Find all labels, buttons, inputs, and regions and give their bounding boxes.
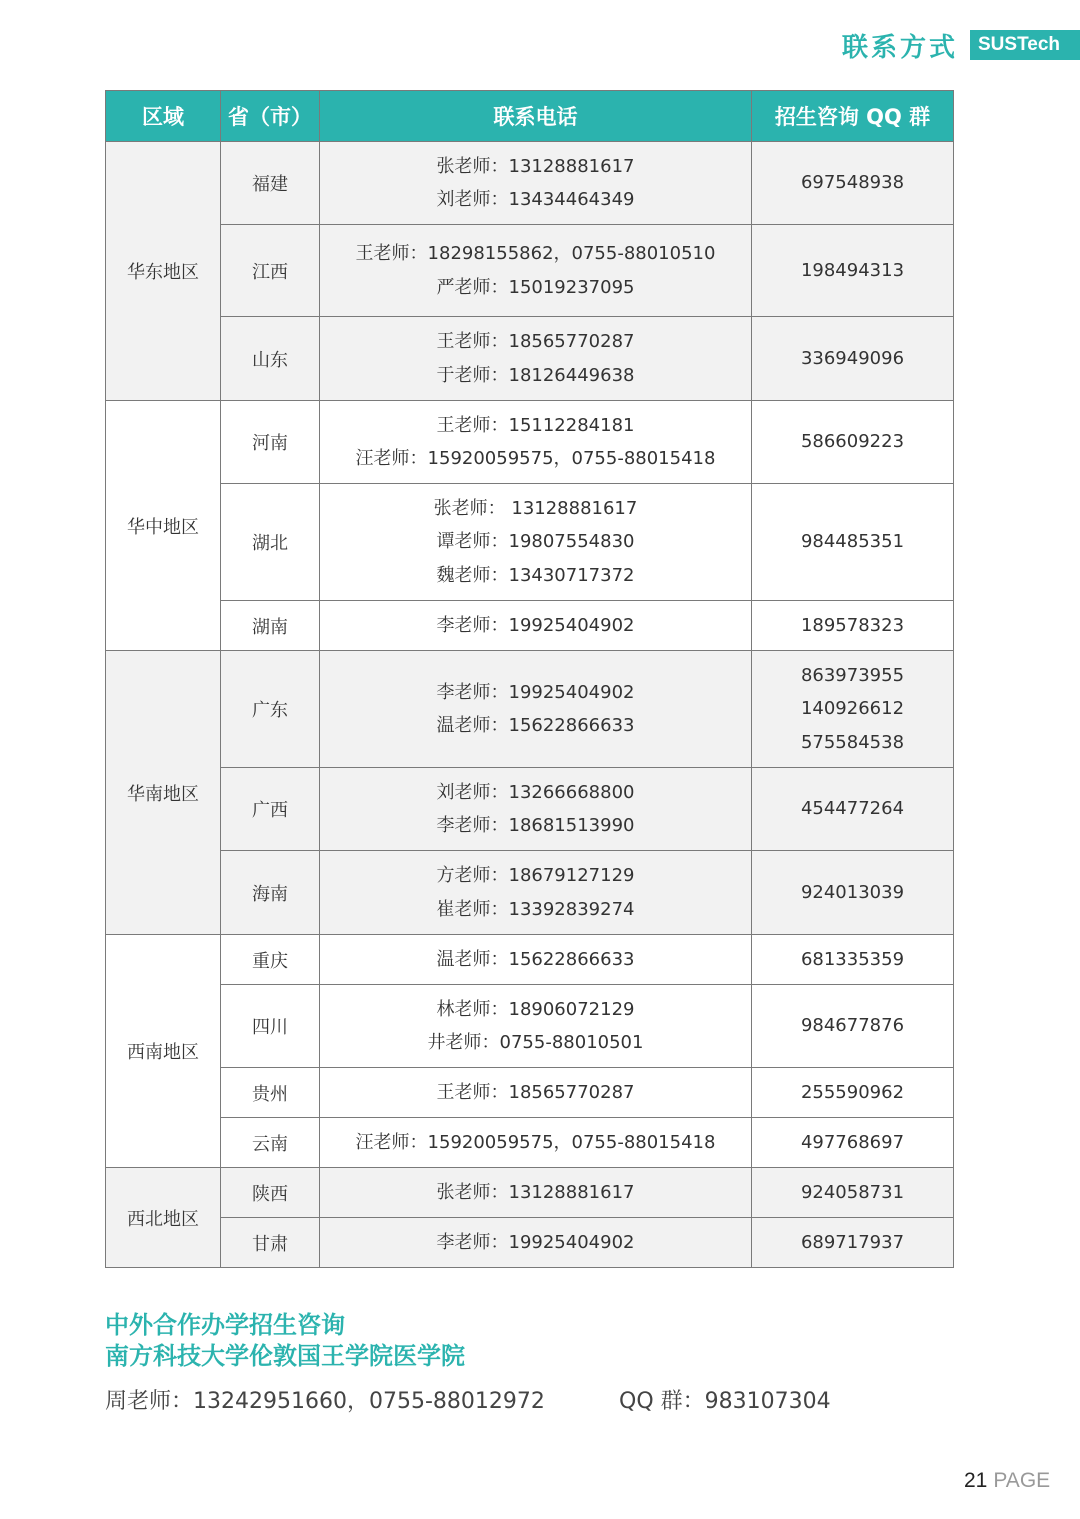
qq-cell [752,935,954,985]
qq-cell [752,985,954,1068]
table-row [106,317,954,401]
phone-line: 刘老师：13434464349 [436,189,635,210]
column-header-qq: 招生咨询 QQ 群 [752,91,954,142]
phone-cell [320,601,752,651]
table-row [106,985,954,1068]
phone-cell [320,1168,752,1218]
phone-cell [320,985,752,1068]
phone-line: 崔老师：13392839274 [436,898,635,920]
qq-cell [752,1168,954,1218]
qq-group-number: 575584538 [800,731,905,753]
page-number-value: 21 [964,1469,988,1492]
region-cell: 华南地区 [106,651,221,935]
province-cell: 海南 [221,851,320,935]
phone-line: 王老师：15112284181 [436,414,635,436]
contact-table [105,90,954,1268]
province-cell: 四川 [221,985,320,1068]
qq-group-number: 863973955 [800,664,905,686]
phone-line: 于老师：18126449638 [436,364,635,386]
qq-group-number: 586609223 [800,431,905,453]
province-cell: 山东 [221,317,320,401]
footer-title-line2: 南方科技大学伦敦国王学院医学院 [105,1342,465,1370]
footer-contact-phone: 周老师：13242951660，0755-88012972 [105,1389,545,1414]
phone-line: 李老师：19925404902 [436,1231,635,1253]
phone-line: 温老师：15622866633 [436,715,635,736]
phone-line: 汪老师：15920059575，0755-88015418 [355,1131,716,1153]
table-row [106,401,954,484]
qq-group-number: 140926612 [800,698,905,720]
section-title: 联系方式 [841,32,958,63]
table-row [106,225,954,317]
table-row [106,142,954,225]
phone-cell [320,1068,752,1118]
province-cell: 贵州 [221,1068,320,1118]
column-header-region: 区域 [106,91,221,142]
qq-cell [752,851,954,935]
table-row [106,1218,954,1268]
qq-group-number: 689717937 [800,1231,905,1253]
qq-group-number: 697548938 [800,172,905,194]
qq-cell [752,317,954,401]
table-row [106,601,954,651]
region-cell: 华中地区 [106,401,221,651]
qq-cell [752,142,954,225]
region-cell: 西南地区 [106,935,221,1168]
qq-cell [752,225,954,317]
table-row [106,1068,954,1118]
footer-qq-group: QQ 群：983107304 [619,1389,831,1414]
phone-cell [320,1218,752,1268]
phone-line: 严老师：15019237095 [436,276,635,298]
phone-line: 温老师：15622866633 [436,948,635,970]
province-cell: 重庆 [221,935,320,985]
page-header [841,30,1080,63]
qq-cell [752,601,954,651]
table-row [106,768,954,851]
table-body [106,142,954,1268]
qq-group-number: 255590962 [800,1081,905,1103]
table-row [106,851,954,935]
phone-cell [320,317,752,401]
qq-cell [752,1068,954,1118]
footer-heading [105,1310,465,1372]
qq-group-number: 924058731 [800,1181,905,1203]
province-cell: 甘肃 [221,1218,320,1268]
page-number [964,1469,1050,1493]
qq-cell [752,768,954,851]
qq-group-number: 984485351 [800,531,905,553]
province-cell: 河南 [221,401,320,484]
province-cell: 广东 [221,651,320,768]
province-cell: 湖北 [221,484,320,601]
phone-cell [320,651,752,768]
phone-line: 汪老师：15920059575，0755-88015418 [355,448,716,469]
table-row [106,484,954,601]
qq-cell [752,484,954,601]
qq-group-number: 189578323 [800,614,905,636]
province-cell: 湖南 [221,601,320,651]
phone-line: 谭老师：19807554830 [436,531,635,553]
qq-cell [752,1218,954,1268]
phone-cell [320,401,752,484]
qq-group-number: 924013039 [800,881,905,903]
table-row [106,1168,954,1218]
province-cell: 云南 [221,1118,320,1168]
region-cell: 西北地区 [106,1168,221,1268]
phone-line: 张老师：13128881617 [436,1181,635,1203]
phone-line: 方老师：18679127129 [436,865,635,886]
phone-line: 刘老师：13266668800 [436,781,635,803]
qq-cell [752,401,954,484]
phone-cell [320,1118,752,1168]
qq-group-number: 198494313 [800,259,905,281]
phone-line: 井老师：0755-88010501 [427,1032,644,1053]
table-row [106,935,954,985]
brand-badge: SUSTech [970,30,1080,60]
column-header-province: 省（市） [221,91,320,142]
table-row [106,1118,954,1168]
qq-group-number: 454477264 [800,798,905,820]
province-cell: 福建 [221,142,320,225]
table-header-row [106,91,954,142]
qq-group-number: 336949096 [800,347,905,369]
phone-line: 李老师：19925404902 [436,614,635,636]
phone-line: 张老师： 13128881617 [433,497,638,519]
phone-cell [320,851,752,935]
qq-cell [752,1118,954,1168]
qq-group-number: 681335359 [800,948,905,970]
province-cell: 陕西 [221,1168,320,1218]
phone-line: 林老师：18906072129 [436,998,635,1020]
qq-group-number: 984677876 [800,1015,905,1037]
phone-line: 魏老师：13430717372 [436,564,635,586]
qq-group-number: 497768697 [800,1131,905,1153]
phone-line: 王老师：18565770287 [436,1081,635,1103]
phone-cell [320,935,752,985]
phone-line: 王老师：18298155862，0755-88010510 [355,243,716,264]
phone-line: 王老师：18565770287 [436,331,635,352]
footer-title-line1: 中外合作办学招生咨询 [105,1311,345,1339]
phone-line: 李老师：18681513990 [436,815,635,836]
table-row [106,651,954,768]
phone-line: 张老师：13128881617 [436,155,635,177]
phone-cell [320,768,752,851]
region-cell: 华东地区 [106,142,221,401]
phone-cell [320,142,752,225]
column-header-phone: 联系电话 [320,91,752,142]
page-number-label: PAGE [993,1469,1051,1492]
phone-cell [320,225,752,317]
phone-line: 李老师：19925404902 [436,681,635,703]
province-cell: 江西 [221,225,320,317]
province-cell: 广西 [221,768,320,851]
phone-cell [320,484,752,601]
qq-cell [752,651,954,768]
